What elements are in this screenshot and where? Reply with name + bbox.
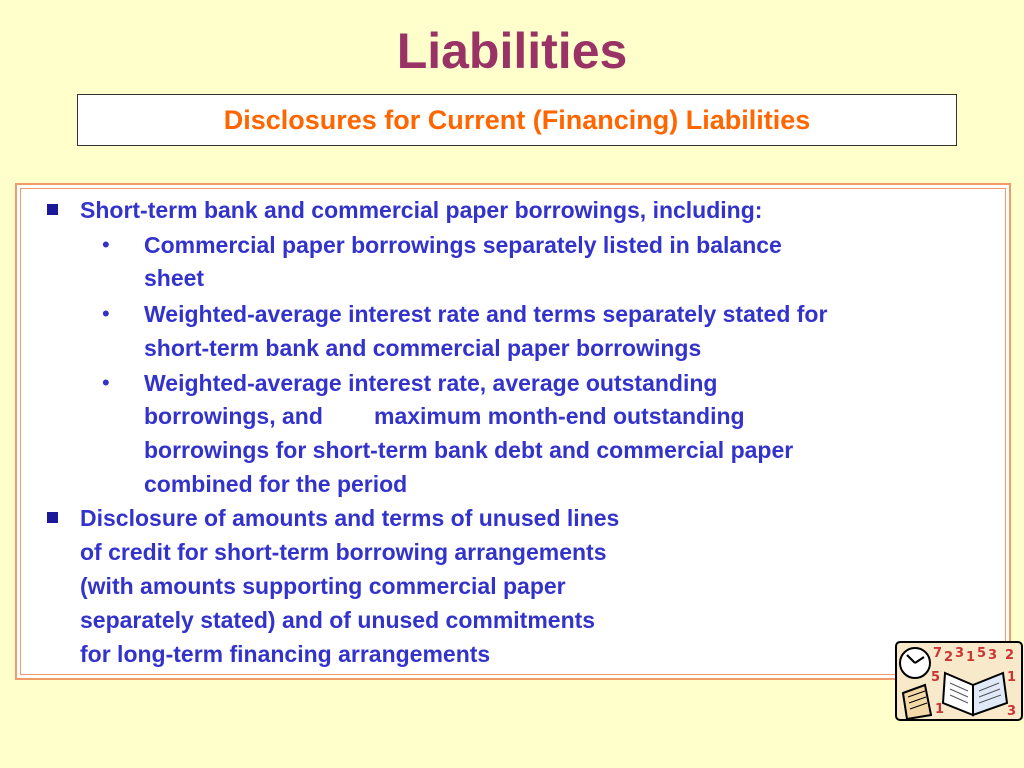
sub-bullet-1-line-2: sheet [144, 265, 205, 291]
svg-text:3: 3 [988, 648, 998, 663]
content-inner-border [20, 188, 1006, 675]
bullet-2-line-3: (with amounts supporting commercial paper [80, 573, 566, 599]
sub-bullet-3-line-2: borrowings, and maximum month-end outstanding [144, 403, 745, 429]
svg-text:1: 1 [935, 702, 945, 717]
sub-bullet-3-line-4: combined for the period [144, 471, 408, 497]
svg-text:3: 3 [955, 646, 965, 661]
subtitle-box [77, 94, 957, 146]
svg-text:2: 2 [944, 650, 954, 665]
dot-bullet-icon: • [102, 301, 110, 326]
sub-bullet-3-line-3: borrowings for short-term bank debt and commercial paper [144, 437, 794, 463]
bullet-2-line-4: separately stated) and of unused commitments [80, 607, 596, 633]
sub-bullet-1-line-1: Commercial paper borrowings separately listed in balance [144, 232, 782, 258]
svg-text:3: 3 [1007, 704, 1017, 719]
svg-text:7: 7 [933, 646, 943, 661]
slide-subtitle: Disclosures for Current (Financing) Liabilities [223, 104, 811, 135]
square-bullet-icon [47, 204, 58, 215]
svg-text:1: 1 [966, 650, 976, 665]
sub-bullet-2-line-2: short-term bank and commercial paper borrowings [144, 335, 702, 361]
bullet-2-line-5: for long-term financing arrangements [80, 641, 491, 667]
svg-text:1: 1 [1007, 670, 1017, 685]
svg-text:2: 2 [1005, 648, 1015, 663]
dot-bullet-icon: • [102, 232, 110, 257]
bullet-2-line-2: of credit for short-term borrowing arrangements [80, 539, 607, 565]
svg-text:5: 5 [977, 646, 987, 661]
square-bullet-icon [47, 512, 58, 523]
slide-title: Liabilities [396, 23, 628, 79]
sub-bullet-2-line-1: Weighted-average interest rate and terms separately stated for [144, 301, 828, 327]
bullet-2-line-1: Disclosure of amounts and terms of unused lines [80, 505, 620, 531]
book-clock-calendar-icon [895, 641, 1023, 721]
dot-bullet-icon: • [102, 370, 110, 395]
svg-text:5: 5 [931, 670, 941, 685]
bullet-1-text: Short-term bank and commercial paper borrowings, including: [80, 197, 763, 223]
sub-bullet-3-line-1: Weighted-average interest rate, average outstanding [144, 370, 718, 396]
